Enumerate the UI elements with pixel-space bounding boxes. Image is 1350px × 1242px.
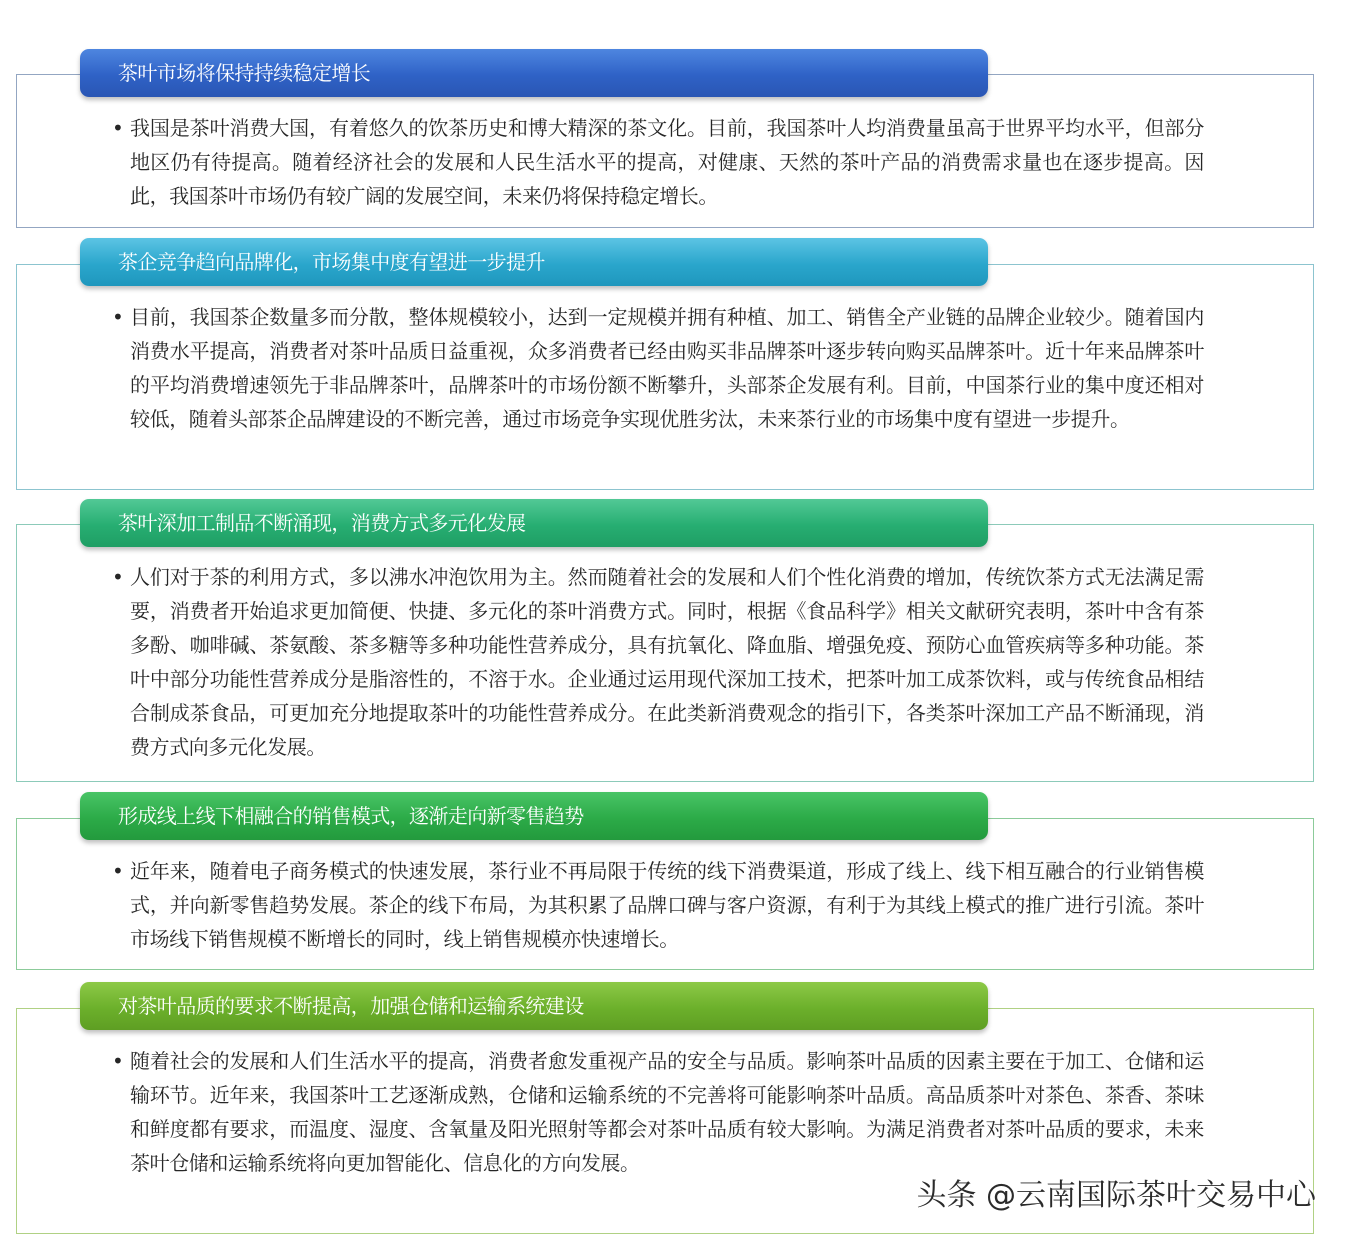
- bullet-icon: •: [112, 565, 124, 589]
- bullet-icon: •: [112, 116, 124, 140]
- section-body: [114, 560, 1204, 764]
- section-body: [114, 300, 1204, 436]
- watermark: 头条 @云南国际茶叶交易中心: [916, 1178, 1316, 1213]
- section-paragraph: 随着社会的发展和人们生活水平的提高，消费者愈发重视产品的安全与品质。影响茶叶品质的因素主要在于加工、仓储和运输环节。近年来，我国茶叶工艺逐渐成熟，仓储和运输系统的不完善将可能影响茶叶品质。高品质茶叶对茶色、茶香、茶味和鲜度都有要求，而温度、湿度、含氧量及阳光照射等都会对茶叶品质有较大影响。为满足消费者对茶叶品质的要求，未来茶叶仓储和运输系统将向更加智能化、信息化的方向发展。: [130, 1049, 1204, 1175]
- section-title: 茶企竞争趋向品牌化，市场集中度有望进一步提升: [80, 238, 988, 286]
- section-paragraph: 人们对于茶的利用方式，多以沸水冲泡饮用为主。然而随着社会的发展和人们个性化消费的增加，传统饮茶方式无法满足需要，消费者开始追求更加简便、快捷、多元化的茶叶消费方式。同时，根据《食品科学》相关文献研究表明，茶叶中含有茶多酚、咖啡碱、茶氨酸、茶多糖等多种功能性营养成分，具有抗氧化、降血脂、增强免疫、预防心血管疾病等多种功能。茶叶中部分功能性营养成分是脂溶性的，不溶于水。企业通过运用现代深加工技术，把茶叶加工成茶饮料，或与传统食品相结合制成茶食品，可更加充分地提取茶叶的功能性营养成分。在此类新消费观念的指引下，各类茶叶深加工产品不断涌现，消费方式向多元化发展。: [130, 565, 1204, 759]
- section-title: 茶叶深加工制品不断涌现，消费方式多元化发展: [80, 499, 988, 547]
- bullet-icon: •: [112, 305, 124, 329]
- section-title: 茶叶市场将保持持续稳定增长: [80, 49, 988, 97]
- section-title: 对茶叶品质的要求不断提高，加强仓储和运输系统建设: [80, 982, 988, 1030]
- section-body: [114, 111, 1204, 213]
- section-paragraph: 近年来，随着电子商务模式的快速发展，茶行业不再局限于传统的线下消费渠道，形成了线上、线下相互融合的行业销售模式，并向新零售趋势发展。茶企的线下布局，为其积累了品牌口碑与客户资源，有利于为其线上模式的推广进行引流。茶叶市场线下销售规模不断增长的同时，线上销售规模亦快速增长。: [130, 859, 1204, 951]
- bullet-icon: •: [112, 1049, 124, 1073]
- section-paragraph: 目前，我国茶企数量多而分散，整体规模较小，达到一定规模并拥有种植、加工、销售全产业链的品牌企业较少。随着国内消费水平提高，消费者对茶叶品质日益重视，众多消费者已经由购买非品牌茶叶逐步转向购买品牌茶叶。近十年来品牌茶叶的平均消费增速领先于非品牌茶叶，品牌茶叶的市场份额不断攀升，头部茶企发展有利。目前，中国茶行业的集中度还相对较低，随着头部茶企品牌建设的不断完善，通过市场竞争实现优胜劣汰，未来茶行业的市场集中度有望进一步提升。: [130, 305, 1204, 431]
- section-body: [114, 1044, 1204, 1180]
- section-title: 形成线上线下相融合的销售模式，逐渐走向新零售趋势: [80, 792, 988, 840]
- section-paragraph: 我国是茶叶消费大国，有着悠久的饮茶历史和博大精深的茶文化。目前，我国茶叶人均消费量虽高于世界平均水平，但部分地区仍有待提高。随着经济社会的发展和人民生活水平的提高，对健康、天然的茶叶产品的消费需求量也在逐步提高。因此，我国茶叶市场仍有较广阔的发展空间，未来仍将保持稳定增长。: [130, 116, 1204, 208]
- section-body: [114, 854, 1204, 956]
- bullet-icon: •: [112, 859, 124, 883]
